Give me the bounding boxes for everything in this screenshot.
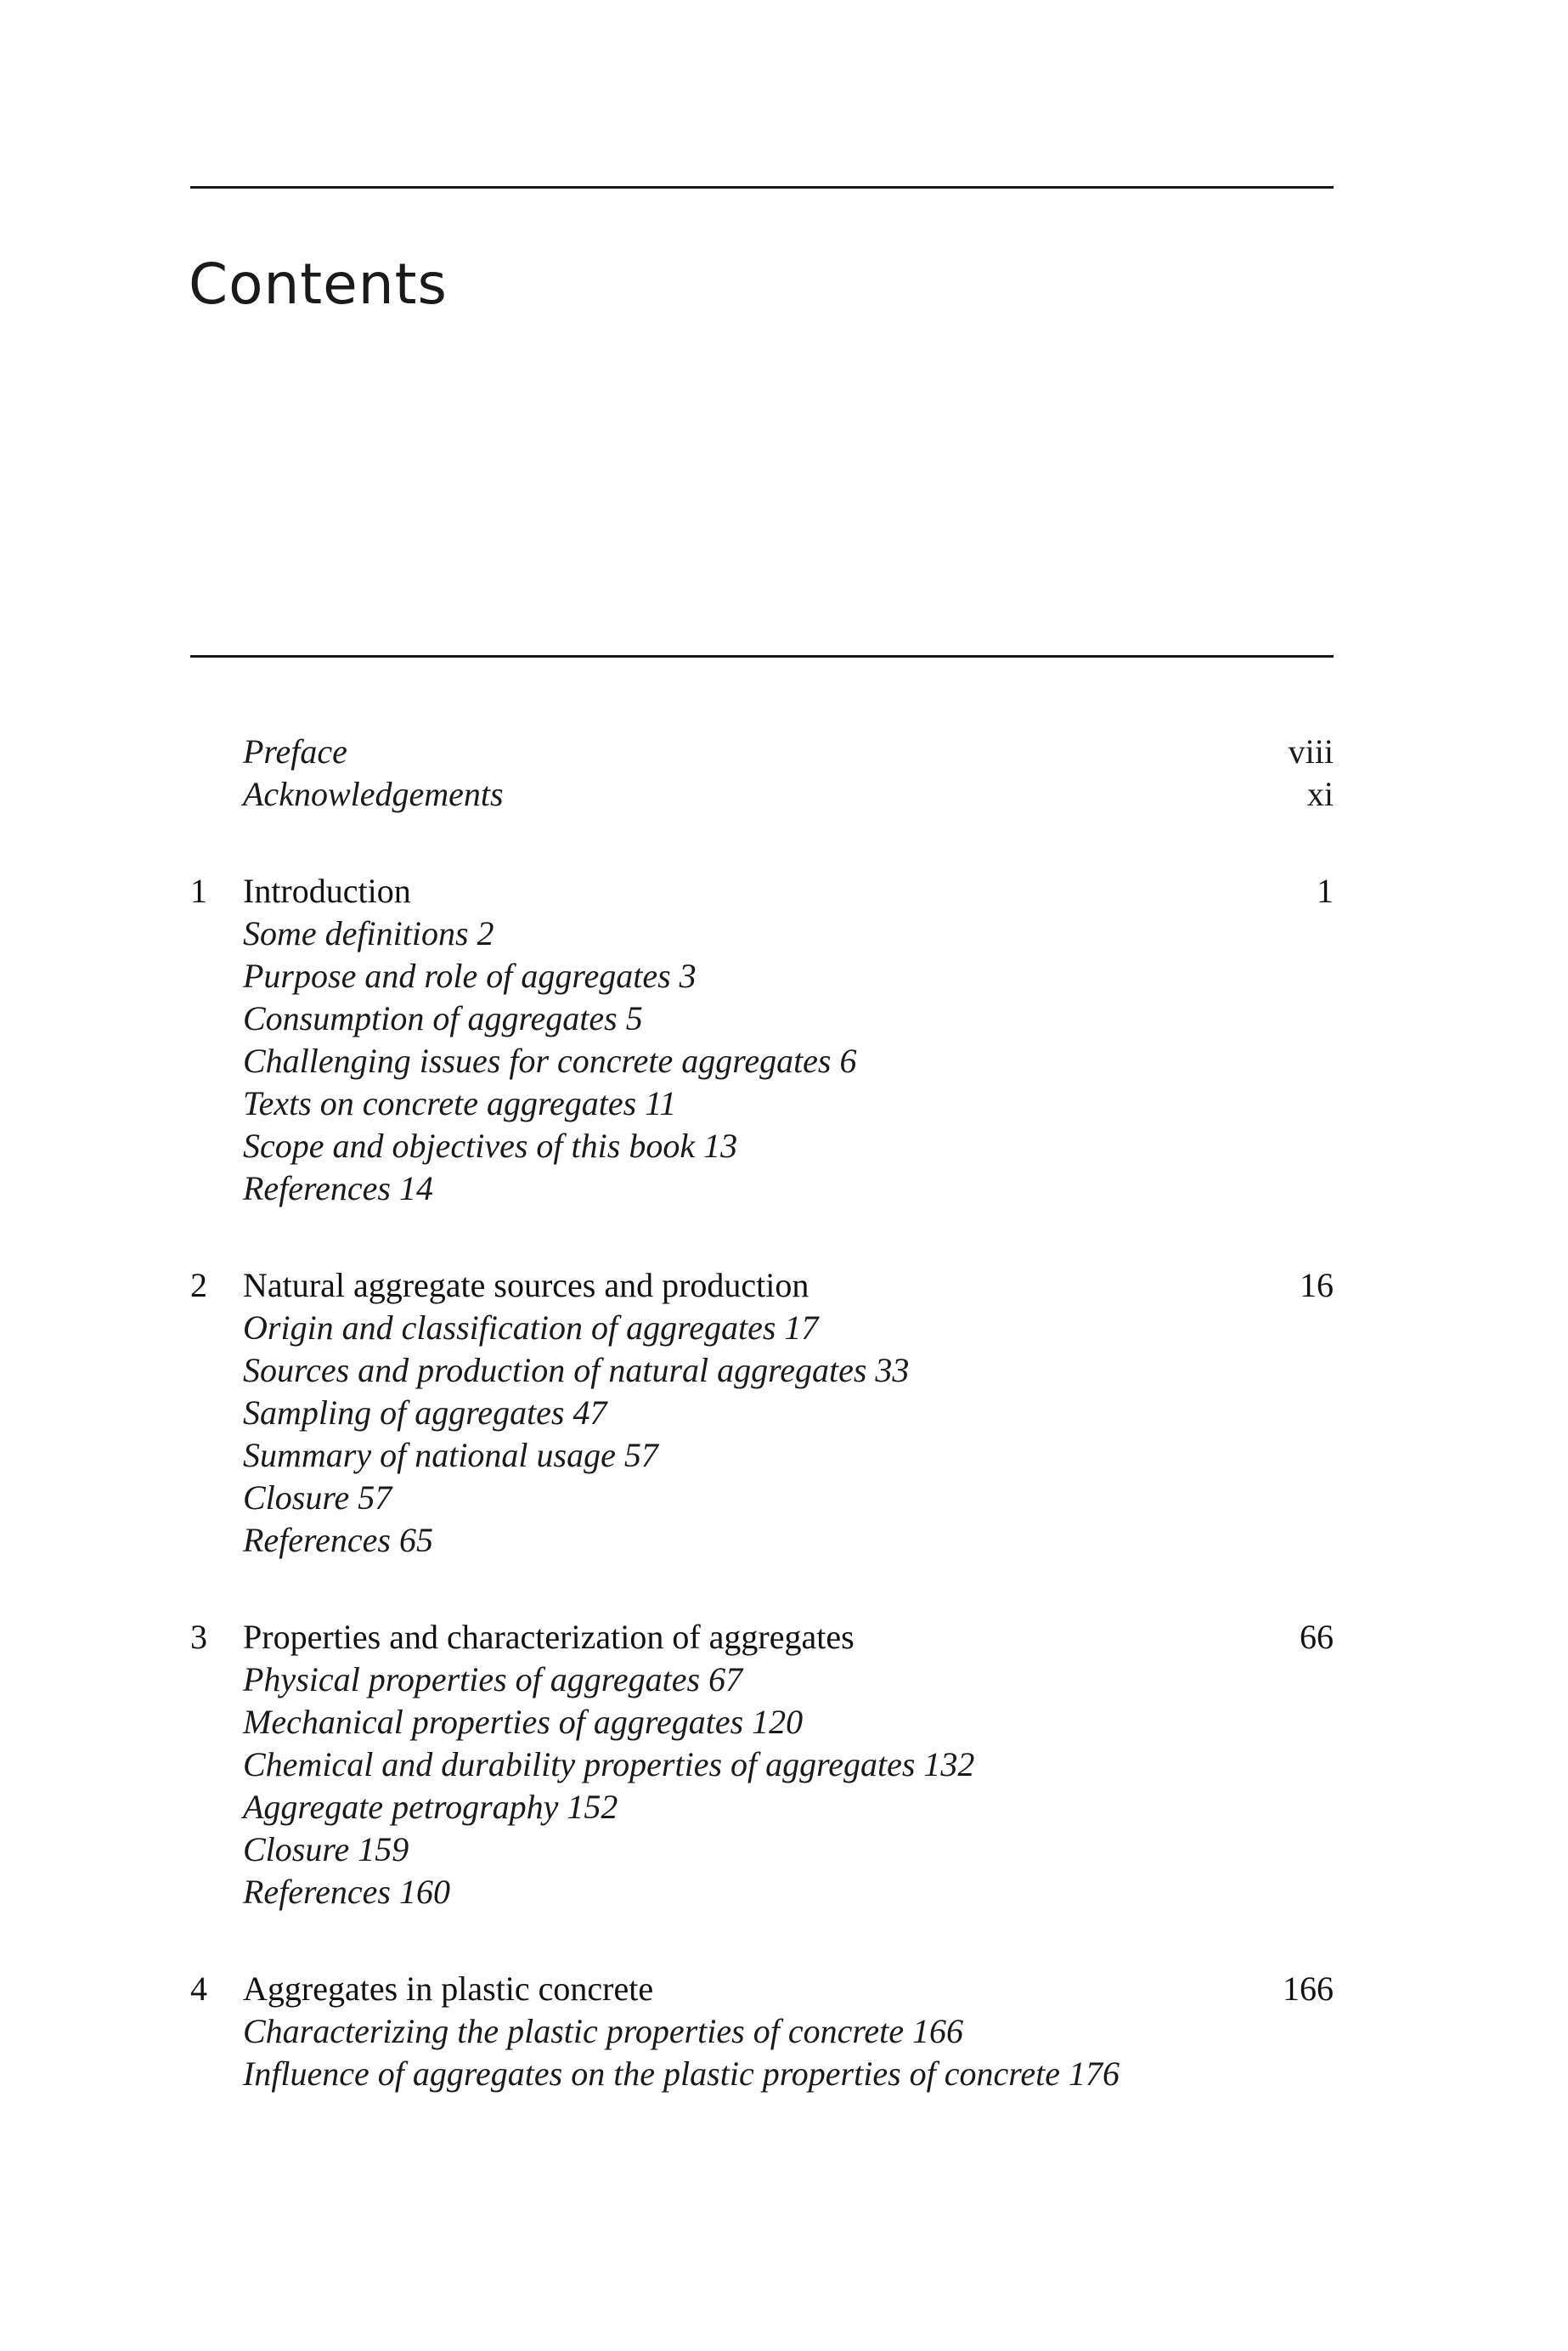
front-matter-label: Acknowledgements [243, 775, 504, 813]
chapter-title: Introduction [243, 872, 411, 910]
chapter-title: Natural aggregate sources and production [243, 1266, 809, 1304]
section-title: Sources and production of natural aggregates 33 [243, 1351, 910, 1389]
toc-section[interactable] [190, 1786, 1334, 1828]
toc-section[interactable] [190, 1871, 1334, 1913]
section-title: Texts on concrete aggregates 11 [243, 1084, 677, 1122]
section-title: Physical properties of aggregates 67 [243, 1660, 743, 1698]
chapter-page: 1 [1317, 872, 1334, 910]
toc-section[interactable] [190, 2010, 1334, 2053]
chapter-number: 1 [190, 872, 207, 910]
toc-front-preface[interactable] [190, 731, 1334, 773]
toc-section[interactable] [190, 913, 1334, 955]
section-title: Characterizing the plastic properties of concrete 166 [243, 2012, 964, 2050]
toc-section[interactable] [190, 955, 1334, 997]
toc-front-acknowledgements[interactable] [190, 773, 1334, 816]
section-title: Scope and objectives of this book 13 [243, 1127, 738, 1165]
section-title: Influence of aggregates on the plastic properties of concrete 176 [243, 2054, 1120, 2093]
chapter-number: 4 [190, 1970, 207, 2008]
section-title: References 65 [243, 1521, 433, 1559]
toc-chapter-4[interactable] [190, 1968, 1334, 2010]
chapter-number: 2 [190, 1266, 207, 1304]
toc-section[interactable] [190, 1659, 1334, 1701]
front-matter-label: Preface [243, 732, 347, 771]
toc-section[interactable] [190, 1082, 1334, 1125]
chapter-page: 16 [1300, 1266, 1334, 1304]
toc-section[interactable] [190, 2053, 1334, 2095]
toc-section[interactable] [190, 1040, 1334, 1082]
front-matter-page: xi [1306, 775, 1334, 813]
page-title: Contents [189, 251, 448, 318]
toc-chapter-1[interactable] [190, 870, 1334, 913]
top-rule [190, 186, 1334, 189]
chapter-number: 3 [190, 1618, 207, 1656]
section-title: References 160 [243, 1873, 450, 1911]
section-title: Origin and classification of aggregates 17 [243, 1308, 819, 1347]
section-title: Sampling of aggregates 47 [243, 1393, 607, 1432]
toc-chapter-3[interactable] [190, 1616, 1334, 1659]
toc-section[interactable] [190, 1701, 1334, 1743]
section-title: Some definitions 2 [243, 914, 494, 952]
toc-section[interactable] [190, 1519, 1334, 1562]
section-title: Aggregate petrography 152 [243, 1788, 618, 1826]
section-title: Challenging issues for concrete aggregates 6 [243, 1042, 857, 1080]
toc-section[interactable] [190, 1349, 1334, 1392]
toc-section[interactable] [190, 1477, 1334, 1519]
toc-section[interactable] [190, 1434, 1334, 1477]
divider-rule [190, 655, 1334, 658]
section-title: Summary of national usage 57 [243, 1436, 658, 1474]
section-title: Purpose and role of aggregates 3 [243, 957, 697, 995]
section-title: Closure 159 [243, 1830, 409, 1868]
toc-section[interactable] [190, 1828, 1334, 1871]
chapter-page: 166 [1283, 1970, 1334, 2008]
toc-section[interactable] [190, 1167, 1334, 1210]
section-title: References 14 [243, 1169, 433, 1207]
front-matter-page: viii [1288, 732, 1334, 771]
chapter-title: Properties and characterization of aggregates [243, 1618, 855, 1656]
toc-section[interactable] [190, 1125, 1334, 1167]
section-title: Closure 57 [243, 1478, 392, 1517]
section-title: Chemical and durability properties of aggregates 132 [243, 1745, 975, 1783]
toc-section[interactable] [190, 1392, 1334, 1434]
chapter-title: Aggregates in plastic concrete [243, 1970, 654, 2008]
chapter-page: 66 [1300, 1618, 1334, 1656]
toc-section[interactable] [190, 1307, 1334, 1349]
toc-section[interactable] [190, 1743, 1334, 1786]
table-of-contents [190, 731, 1334, 2095]
section-title: Consumption of aggregates 5 [243, 999, 643, 1037]
section-title: Mechanical properties of aggregates 120 [243, 1703, 804, 1741]
toc-section[interactable] [190, 997, 1334, 1040]
toc-chapter-2[interactable] [190, 1264, 1334, 1307]
